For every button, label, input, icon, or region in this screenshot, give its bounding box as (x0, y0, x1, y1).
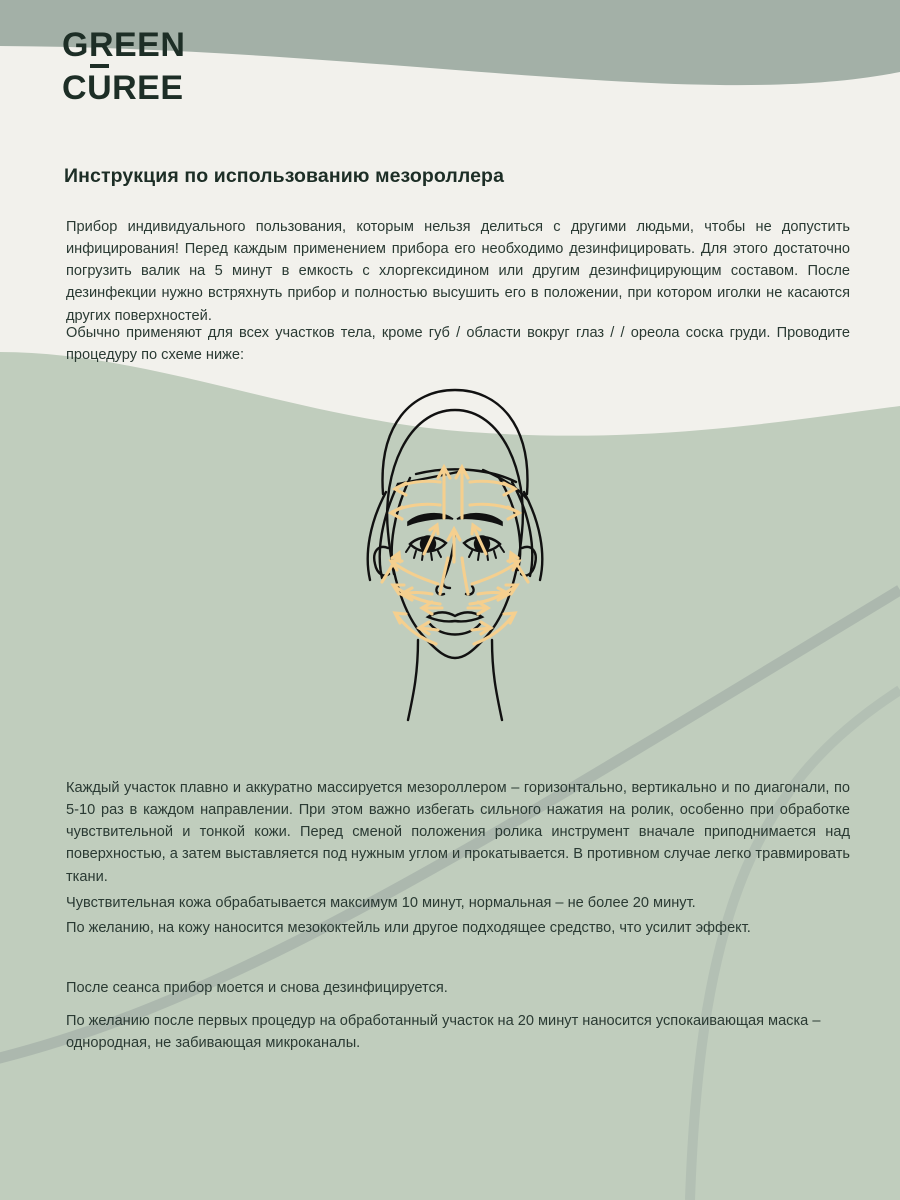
eyebrow-right (457, 514, 502, 525)
paragraph-post-session-cleaning: После сеанса прибор моется и снова дезинфицируется. (66, 979, 448, 996)
logo-line-curee (62, 71, 185, 105)
massage-arrows-group (382, 467, 528, 644)
paragraph-duration: Чувствительная кожа обрабатывается максимум 10 минут, нормальная – не более 20 минут. (66, 894, 696, 911)
neck-right (492, 640, 502, 720)
arrow-nose-down-right (462, 558, 468, 594)
arrow-forehead-up-center-1 (438, 467, 450, 518)
arrow-temple-up-left (382, 553, 400, 582)
paragraph-massage-technique: Каждый участок плавно и аккуратно массируется мезороллером – горизонтально, вертикально и по диагонали, по 5-10 раз в каждом направлении. При этом важно избегать сильного нажатия на ролик, особенно при обработке чувствительной и тонкой кожи. Перед сменой положения ролика инструмент вначале приподнимается над поверхностью, а затем выставляется под нужным углом и прокатывается. В противном случае легко травмировать ткани. (66, 779, 850, 885)
logo-letters-ree: REE (112, 69, 184, 107)
logo-line-green: GREEN (62, 26, 186, 64)
eyebrow-left (408, 514, 453, 525)
arrow-temple-up-right (510, 553, 528, 582)
paragraph-serum: По желанию, на кожу наносится мезококтейль или другое подходящее средство, что усилит эффект. (66, 919, 751, 936)
paragraph-application-areas: Обычно применяют для всех участков тела, кроме губ / области вокруг глаз / / ореола соска груди. Проводите процедуру по схеме ниже: (66, 324, 850, 363)
arrow-cheek-up-left-1 (391, 561, 438, 584)
face-massage-illustration (320, 372, 590, 742)
face-diagram-svg (320, 372, 590, 742)
arrow-cheek-up-right-1 (472, 561, 519, 584)
brand-logo (62, 28, 185, 105)
upper-lip (428, 612, 482, 621)
arrow-brow-up-center (448, 529, 460, 562)
page-title: Инструкция по использованию мезороллера (64, 165, 505, 188)
logo-letter-c: C (62, 69, 88, 107)
arrow-forehead-up-center-2 (456, 467, 468, 518)
paragraph-disinfection: Прибор индивидуального пользования, которым нельзя делиться с другими людьми, чтобы не допустить инфицирования! Перед каждым применением прибора его необходимо дезинфицировать. Для этого достаточно погрузить валик на 5 минут в емкость с хлоргексидином или другим дезинфицирующим составом. После дезинфекции нужно встряхнуть прибор и полностью высушить его в положении, при котором иголки не касаются других поверхностей. (66, 218, 850, 324)
macron-bar-icon (90, 64, 109, 68)
ear-right (521, 547, 536, 576)
logo-letter-u-with-macron (87, 71, 112, 105)
paragraph-soothing-mask: По желанию после первых процедур на обработанный участок на 20 минут наносится успокаивающая маска – однородная, не забивающая микроканалы. (66, 1012, 821, 1051)
logo-letter-u: U (87, 69, 113, 107)
neck-left (408, 640, 418, 720)
